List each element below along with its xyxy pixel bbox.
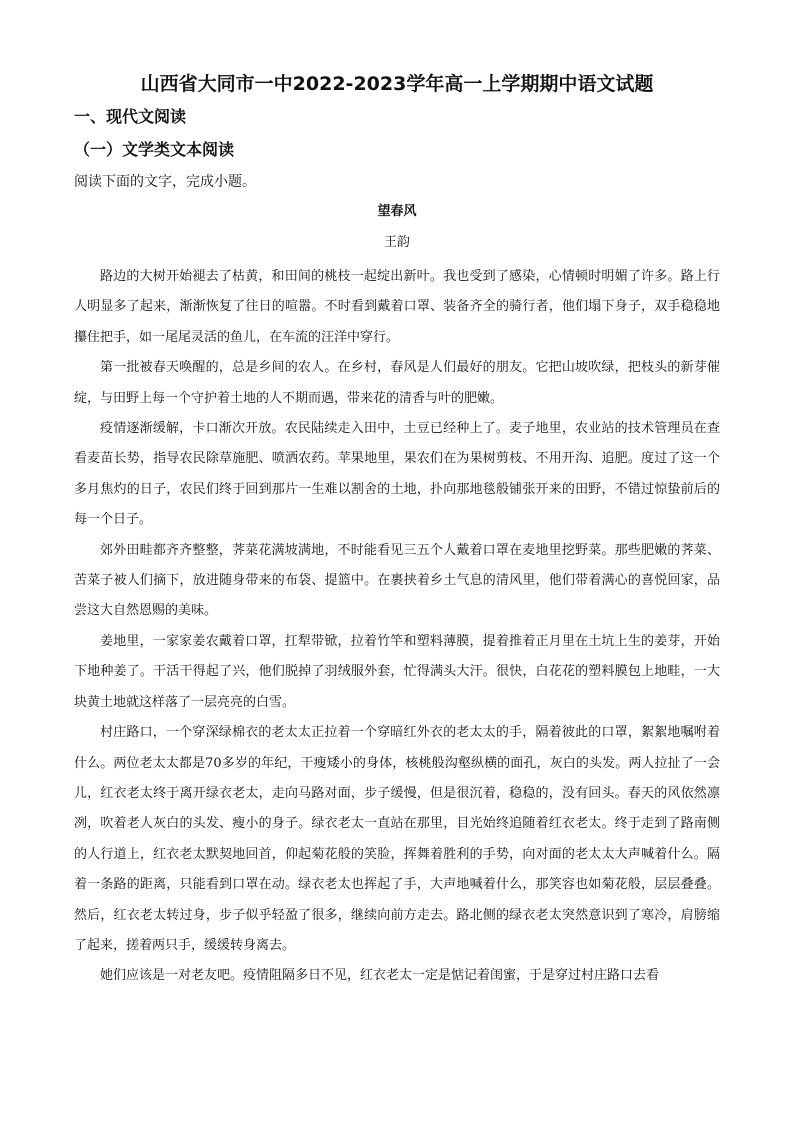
article-paragraph: 第一批被春天唤醒的，总是乡间的农人。在乡村，春风是人们最好的朋友。它把山坡吹绿，把枝头的新芽催绽，与田野上每一个守护着土地的人不期而遇，带来花的清香与叶的肥嫩。 [74,360,720,406]
reading-instruction: 阅读下面的文字，完成小题。 [74,174,256,190]
document-title: 山西省大同市一中2022-2023学年高一上学期期中语文试题 [140,73,654,95]
article-title: 望春风 [377,204,417,219]
article-paragraph: 她们应该是一对老友吧。疫情阻隔多日不见，红衣老太一定是惦记着闺蜜，于是穿过村庄路口去看 [100,968,660,984]
article-paragraph: 郊外田畦都齐齐整整，荠菜花满坡满地，不时能看见三五个人戴着口罩在麦地里挖野菜。那些肥嫩的荠菜、苦菜子被人们摘下，放进随身带来的布袋、提篮中。在裹挟着乡土气息的清风里，他们带着满心的喜悦回家，品尝这大自然恩赐的美味。 [74,542,720,619]
section-heading: 一、现代文阅读 [74,107,187,126]
subsection-heading: （一）文学类文本阅读 [74,140,235,159]
article-author: 王韵 [383,235,410,250]
article-body [74,262,720,992]
article-paragraph: 姜地里，一家家姜农戴着口罩，扛犁带锨，拉着竹竿和塑料薄膜，提着推着正月里在土坑上生的姜芽，开始下地种姜了。干活干得起了兴，他们脱掉了羽绒服外套，忙得满头大汗。很快，白花花的塑料膜包上地畦，一大块黄土地就这样落了一层亮亮的白雪。 [74,633,720,710]
article-paragraph: 路边的大树开始褪去了枯黄，和田间的桃枝一起绽出新叶。我也受到了感染，心情顿时明媚了许多。路上行人明显多了起来，渐渐恢复了往日的喧嚣。不时看到戴着口罩、装备齐全的骑行者，他们塌下身子，双手稳稳地攥住把手，如一尾尾灵活的鱼儿，在车流的汪洋中穿行。 [74,269,720,345]
article-paragraph: 村庄路口，一个穿深绿棉衣的老太太正拉着一个穿暗红外衣的老太太的手，隔着彼此的口罩，絮絮地嘱咐着什么。两位老太太都是70多岁的年纪，干瘦矮小的身体，核桃般沟壑纵横的面孔，灰白的头发。两人拉扯了一会儿，红衣老太终于离开绿衣老太，走向马路对面，步子缓慢，但是很沉着，稳稳的，没有回头。春天的风依然凛冽，吹着老人灰白的头发、瘦小的身子。绿衣老太一直站在那里，目光始终追随着红衣老太。终于走到了路南侧的人行道上，红衣老太默契地回首，仰起菊花般的笑脸，挥舞着胜利的手势，向对面的老太太大声喊着什么。隔着一条路的距离，只能看到口罩在动。绿衣老太也挥起了手，大声地喊着什么，那笑容也如菊花般，层层叠叠。然后，红衣老太转过身，步子似乎轻盈了很多，继续向前方走去。路北侧的绿衣老太突然意识到了寒冷，肩膀缩了起来，搓着两只手，缓缓转身离去。 [74,725,720,953]
article-paragraph: 疫情逐渐缓解，卡口渐次开放。农民陆续走入田中，土豆已经种上了。麦子地里，农业站的技术管理员在查看麦苗长势，指导农民除草施肥、喷洒农药。苹果地里，果农们在为果树剪枝、不用开沟、追肥。度过了这一个多月焦灼的日子，农民们终于回到那片一生难以割舍的土地，扑向那地毯般铺张开来的田野，不错过惊蛰前后的每一个日子。 [74,421,720,528]
